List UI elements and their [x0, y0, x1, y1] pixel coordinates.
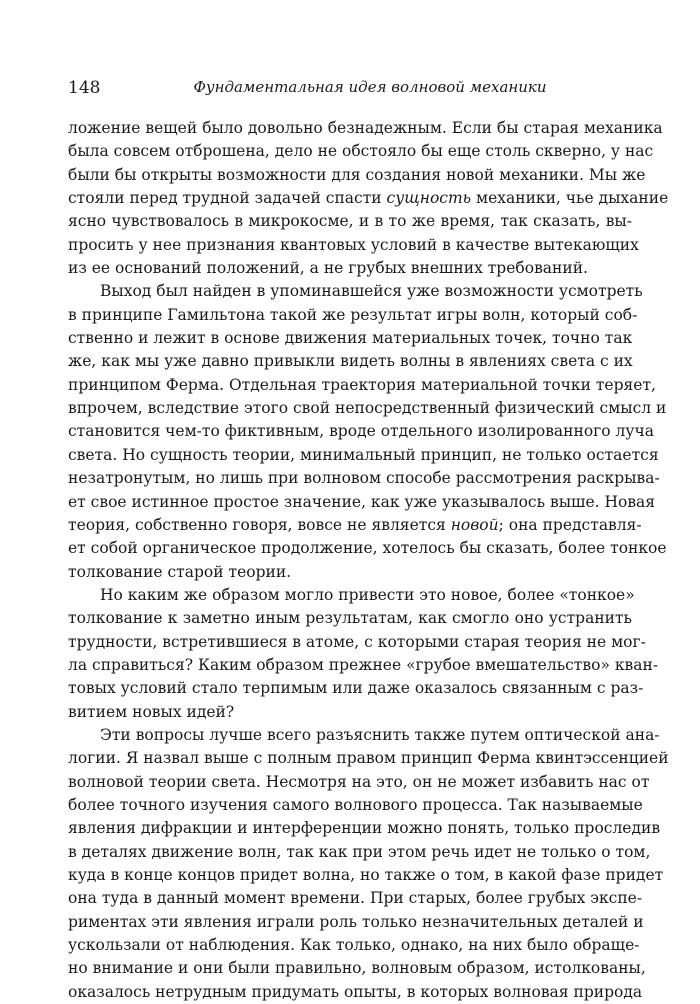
text-span: света. Но сущность теории, минимальный принцип, не только остается [68, 445, 659, 464]
text-line [68, 280, 643, 303]
text-span: просить у нее признания квантовых условий в качестве вытекающих [68, 235, 639, 254]
running-title: Фундаментальная идея волновой механики [193, 78, 547, 96]
page-number: 148 [68, 78, 101, 98]
text-span: более точного изучения самого волнового процесса. Так называемые [68, 795, 643, 814]
text-span: толкование старой теории. [68, 562, 292, 581]
text-span: оказалось нетрудным придумать опыты, в которых волновая природа [68, 982, 643, 1001]
text-line [68, 514, 642, 537]
text-span: впрочем, вследствие этого свой непосредственный физический смысл и [68, 399, 667, 418]
text-span: становится чем-то фиктивным, вроде отдельного изолированного луча [68, 422, 655, 441]
text-span: явления дифракции и интерференции можно понять, только проследив [68, 819, 661, 838]
text-line [68, 911, 644, 934]
text-line [68, 491, 656, 514]
text-line [68, 374, 656, 397]
text-line [68, 164, 646, 187]
text-span: но внимание и они были правильно, волновым образом, истолкованы, [68, 959, 646, 978]
text-line [68, 397, 667, 420]
text-span: ет собой органическое продолжение, хотелось бы сказать, более тонкое [68, 539, 667, 558]
text-line [68, 817, 661, 840]
text-line [68, 794, 643, 817]
text-span: механики, чье дыхание [471, 189, 669, 208]
text-span: Эти вопросы лучше всего разъяснить также путем оптической ана- [100, 725, 660, 744]
text-span: были бы открыты возможности для создания новой механики. Мы же [68, 165, 646, 184]
text-line [68, 350, 632, 373]
text-line [68, 747, 669, 770]
text-span: она туда в данный момент времени. При старых, более грубых экспе- [68, 889, 643, 908]
emphasized-word: сущность [386, 189, 472, 208]
text-span: волновой теории света. Несмотря на это, он не может избавить нас от [68, 772, 650, 791]
text-span: в принципе Гамильтона такой же результат игры волн, который соб- [68, 305, 638, 324]
text-span: принципом Ферма. Отдельная траектория материальной точки теряет, [68, 375, 656, 394]
text-span: незатронутым, но лишь при волновом способе рассмотрения раскрыва- [68, 469, 660, 488]
body-text [68, 117, 669, 1004]
text-span: ет свое истинное простое значение, как уже указывалось выше. Новая [68, 492, 656, 511]
text-line [68, 561, 632, 584]
text-span: ла справиться? Каким образом прежнее «грубое вмешательство» кван- [68, 655, 659, 674]
text-line [68, 537, 667, 560]
text-line [68, 257, 632, 280]
emphasized-word: новой [450, 515, 499, 534]
paragraph [68, 117, 669, 280]
text-span: же, как мы уже давно привыкли видеть волны в явлениях света с их [68, 352, 633, 371]
text-line [68, 234, 639, 257]
text-line [68, 957, 646, 980]
text-line [68, 140, 654, 163]
text-line [68, 654, 659, 677]
text-line [68, 327, 632, 350]
page-header [68, 78, 632, 102]
text-span: была совсем отброшена, дело не обстояло бы еще столь скверно, у нас [68, 142, 654, 161]
text-span: товых условий стало терпимым или даже оказалось связанным с раз- [68, 679, 644, 698]
text-span: в деталях движение волн, так как при этом речь идет не только о том, [68, 842, 651, 861]
text-line [68, 210, 632, 233]
paragraph [68, 584, 659, 724]
text-line [68, 631, 646, 654]
text-span: трудности, встретившиеся в атоме, с которыми старая теория не мог- [68, 632, 646, 651]
text-span: ; она представля- [498, 515, 642, 534]
text-line [68, 584, 635, 607]
text-span: Но каким же образом могло привести это новое, более «тонкое» [100, 585, 635, 604]
text-line [68, 841, 651, 864]
text-span: витием новых идей? [68, 702, 235, 721]
text-line [68, 467, 660, 490]
text-span: ускользали от наблюдения. Как только, однако, на них было обраще- [68, 936, 640, 955]
text-line [68, 864, 664, 887]
text-span: из ее оснований положений, а не грубых внешних требований. [68, 259, 588, 278]
text-line [68, 117, 663, 140]
text-line [68, 934, 640, 957]
text-line [68, 607, 632, 630]
text-line [68, 444, 659, 467]
paragraph [68, 724, 669, 1004]
text-line [68, 420, 655, 443]
text-line [68, 304, 638, 327]
text-line [68, 724, 660, 747]
text-line [68, 187, 669, 210]
text-span: куда в конце концов придет волна, но также о том, в какой фазе придет [68, 866, 664, 884]
text-span: ственно и лежит в основе движения материальных точек, точно так [68, 329, 633, 348]
text-span: теория, собственно говоря, вовсе не является [68, 515, 451, 534]
text-line [68, 677, 644, 700]
text-span: логии. Я назвал выше с полным правом принцип Ферма квинтэссенцией [68, 749, 669, 768]
text-line [68, 981, 643, 1004]
text-span: ясно чувствовалось в микрокосме, и в то же время, так сказать, вы- [68, 212, 632, 231]
text-line [68, 771, 650, 794]
paragraph [68, 280, 667, 583]
text-span: толкование к заметно иным результатам, как смогло оно устранить [68, 609, 632, 628]
text-span: стояли перед трудной задачей спасти [68, 189, 387, 208]
text-span: Выход был найден в упоминавшейся уже возможности усмотреть [100, 282, 643, 301]
text-line [68, 701, 632, 724]
text-line [68, 887, 643, 910]
text-span: риментах эти явления играли роль только незначительных деталей и [68, 912, 644, 931]
text-span: ложение вещей было довольно безнадежным. Если бы старая механика [68, 119, 663, 137]
